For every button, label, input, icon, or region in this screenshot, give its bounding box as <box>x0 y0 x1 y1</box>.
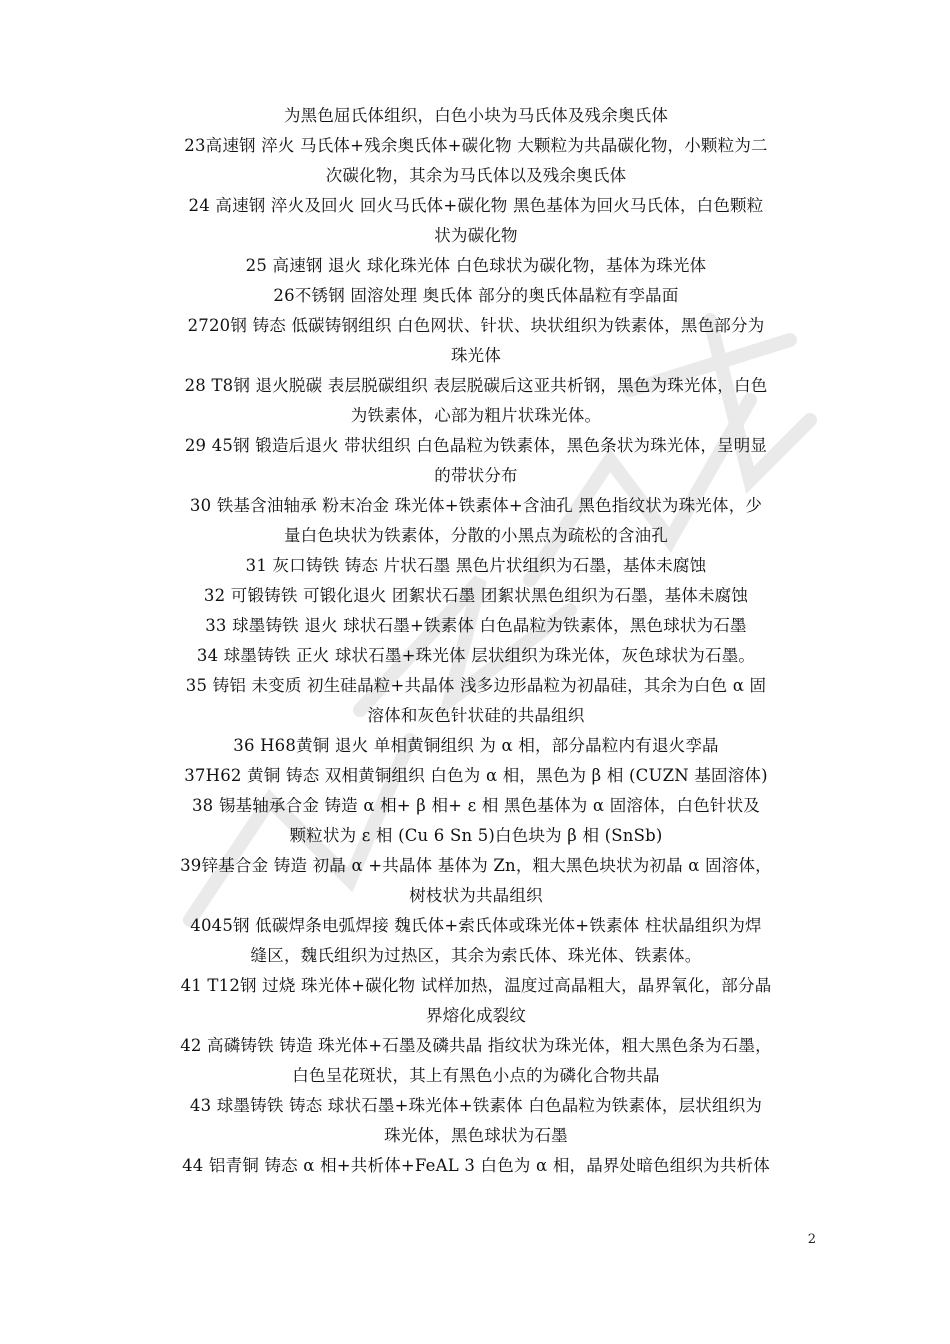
text-line: 白色呈花斑状，其上有黑色小点的为磷化合物共晶 <box>292 1066 660 1085</box>
text-line: 缝区，魏氏组织为过热区，其余为索氏体、珠光体、铁素体。 <box>250 946 702 965</box>
text-line: 26不锈钢 固溶处理 奥氏体 部分的奥氏体晶粒有孪晶面 <box>273 286 679 305</box>
text-line: 珠光体 <box>450 346 502 365</box>
text-line: 树枝状为共晶组织 <box>409 886 543 905</box>
text-line: 29 45钢 锻造后退火 带状组织 白色晶粒为铁素体，黑色条状为珠光体，呈明显 <box>184 436 768 455</box>
text-line: 34 球墨铸铁 正火 球状石墨+珠光体 层状组织为珠光体，灰色球状为石墨。 <box>196 646 756 665</box>
text-line: 2720钢 铸态 低碳铸钢组织 白色网状、针状、块状组织为铁素体，黑色部分为 <box>187 316 765 335</box>
text-line: 状为碳化物 <box>434 226 518 245</box>
text-line: 珠光体，黑色球状为石墨 <box>384 1126 568 1145</box>
text-line: 31 灰口铸铁 铸态 片状石墨 黑色片状组织为石墨，基体未腐蚀 <box>245 556 707 575</box>
page-number: 2 <box>807 1232 816 1247</box>
text-line: 33 球墨铸铁 退火 球状石墨+铁素体 白色晶粒为铁素体，黑色球状为石墨 <box>205 616 747 635</box>
text-line: 为铁素体，心部为粗片状珠光体。 <box>350 406 602 425</box>
text-line: 36 H68黄铜 退火 单相黄铜组织 为 α 相，部分晶粒内有退火孪晶 <box>233 736 719 755</box>
document-body <box>138 101 814 1181</box>
text-line: 24 高速钢 淬火及回火 回火马氏体+碳化物 黑色基体为回火马氏体，白色颗粒 <box>188 196 764 215</box>
text-line: 的带状分布 <box>434 466 518 485</box>
text-line: 颗粒状为 ε 相 (Cu 6 Sn 5)白色块为 β 相 (SnSb) <box>289 826 663 845</box>
text-line: 次碳化物，其余为马氏体以及残余奥氏体 <box>325 166 627 185</box>
text-line: 4045钢 低碳焊条电弧焊接 魏氏体+索氏体或珠光体+铁素体 柱状晶组织为焊 <box>190 916 762 935</box>
text-line: 35 铸铝 未变质 初生硅晶粒+共晶体 浅多边形晶粒为初晶硅，其余为白色 α 固 <box>185 676 767 695</box>
text-line: 30 铁基含油轴承 粉末冶金 珠光体+铁素体+含油孔 黑色指纹状为珠光体，少 <box>189 496 763 515</box>
text-line: 42 高磷铸铁 铸造 珠光体+石墨及磷共晶 指纹状为珠光体，粗大黑色条为石墨， <box>180 1036 772 1055</box>
text-line: 28 T8钢 退火脱碳 表层脱碳组织 表层脱碳后这亚共析钢，黑色为珠光体，白色 <box>184 376 768 395</box>
text-line: 25 高速钢 退火 球化珠光体 白色球状为碳化物，基体为珠光体 <box>245 256 707 275</box>
text-line: 43 球墨铸铁 铸态 球状石墨+珠光体+铁素体 白色晶粒为铁素体，层状组织为 <box>189 1096 763 1115</box>
text-line: 界熔化成裂纹 <box>425 1006 527 1025</box>
text-line: 41 T12钢 过烧 珠光体+碳化物 试样加热，温度过高晶粗大，晶界氧化，部分晶 <box>180 976 772 995</box>
text-line: 44 铝青铜 铸态 α 相+共析体+FeAL 3 白色为 α 相，晶界处暗色组织为共析体 <box>182 1156 770 1175</box>
text-line: 量白色块状为铁素体，分散的小黑点为疏松的含油孔 <box>283 526 669 545</box>
text-line: 38 锡基轴承合金 铸造 α 相+ β 相+ ε 相 黑色基体为 α 固溶体，白色针状及 <box>191 796 760 815</box>
text-line: 为黑色屈氏体组织，白色小块为马氏体及残余奥氏体 <box>283 106 669 125</box>
text-line: 39锌基合金 铸造 初晶 α +共晶体 基体为 Zn，粗大黑色块状为初晶 α 固溶体， <box>180 856 772 875</box>
text-line: 32 可锻铸铁 可锻化退火 团絮状石墨 团絮状黑色组织为石墨，基体未腐蚀 <box>203 586 749 605</box>
text-line: 37H62 黄铜 铸态 双相黄铜组织 白色为 α 相，黑色为 β 相 (CUZN 基固溶体) <box>184 766 768 785</box>
text-line: 23高速钢 淬火 马氏体+残余奥氏体+碳化物 大颗粒为共晶碳化物，小颗粒为二 <box>184 136 768 155</box>
text-line: 溶体和灰色针状硅的共晶组织 <box>367 706 585 725</box>
